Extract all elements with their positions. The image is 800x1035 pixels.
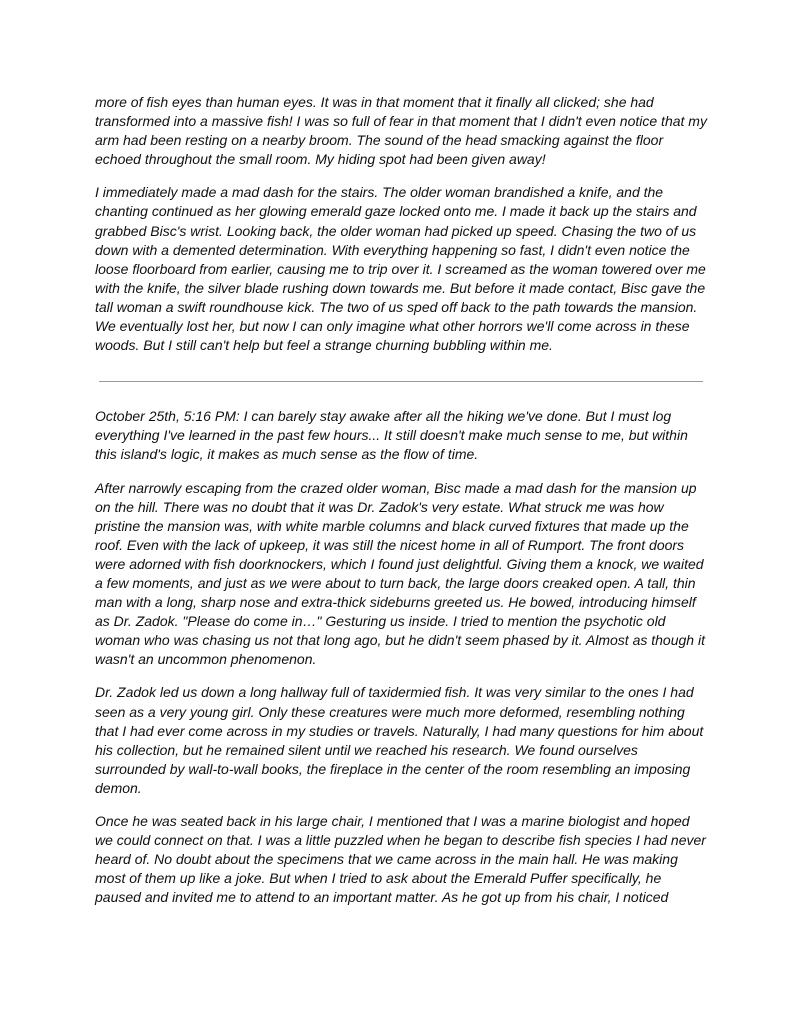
document-page xyxy=(95,93,707,907)
paragraph: After narrowly escaping from the crazed older woman, Bisc made a mad dash for the mansion up on the hill. There was no doubt that it was Dr. Zadok's very estate. What struck me was how pristine the mansion was, with white marble columns and black curved fixtures that made up the roof. Even with the lack of upkeep, it was still the nicest home in all of Rumport. The front doors were adorned with fish doorknockers, which I found just delightful. Giving them a knock, we waited a few moments, and just as we were about to turn back, the large doors creaked open. A tall, thin man with a long, sharp nose and extra-thick sideburns greeted us. He bowed, introducing himself as Dr. Zadok. "Please do come in…" Gesturing us inside. I tried to mention the psychotic old woman who was chasing us not that long ago, but he didn't seem phased by it. Almost as though it wasn't an uncommon phenomenon. xyxy=(95,479,705,668)
paragraph: I immediately made a mad dash for the stairs. The older woman brandished a knife, and the chanting continued as her glowing emerald gaze locked onto me. I made it back up the stairs and grabbed Bisc's wrist. Looking back, the older woman had picked up speed. Chasing the two of us down with a demented determination. With everything happening so fast, I didn't even notice the loose floorboard from earlier, causing me to trip over it. I screamed as the woman towered over me with the knife, the silver blade rushing down towards me. But before it made contact, Bisc gave the tall woman a swift roundhouse kick. The two of us sped off back to the path towards the mansion. We eventually lost her, but now I can only imagine what other horrors we'll come across in these woods. But I still can't help but feel a strange churning bubbling within me. xyxy=(95,184,706,354)
paragraph: more of fish eyes than human eyes. It was in that moment that it finally all clicked; she had transformed into a massive fish! I was so full of fear in that moment that I didn't even notice that my arm had been resting on a nearby broom. The sound of the head smacking against the floor echoed throughout the small room. My hiding spot had been given away! xyxy=(95,94,707,168)
paragraph: October 25th, 5:16 PM: I can barely stay awake after all the hiking we've done. But I must log everything I've learned in the past few hours... It still doesn't make much sense to me, but within this island's logic, it makes as much sense as the flow of time. xyxy=(95,408,688,463)
paragraph: Once he was seated back in his large chair, I mentioned that I was a marine biologist and hoped we could connect on that. I was a little puzzled when he began to describe fish species I had never heard of. No doubt about the specimens that we came across in the main hall. He was making most of them up like a joke. But when I tried to ask about the Emerald Puffer specifically, he paused and invited me to attend to an important matter. As he got up from his chair, I noticed xyxy=(95,813,706,906)
paragraph: Dr. Zadok led us down a long hallway full of taxidermied fish. It was very similar to the ones I had seen as a very young girl. Only these creatures were much more deformed, resembling nothing that I had ever come across in my studies or travels. Naturally, I had many questions for him about his collection, but he remained silent until we reached his research. We found ourselves surrounded by wall-to-wall books, the fireplace in the center of the room resembling an imposing demon. xyxy=(95,684,704,796)
section-divider xyxy=(99,381,703,382)
